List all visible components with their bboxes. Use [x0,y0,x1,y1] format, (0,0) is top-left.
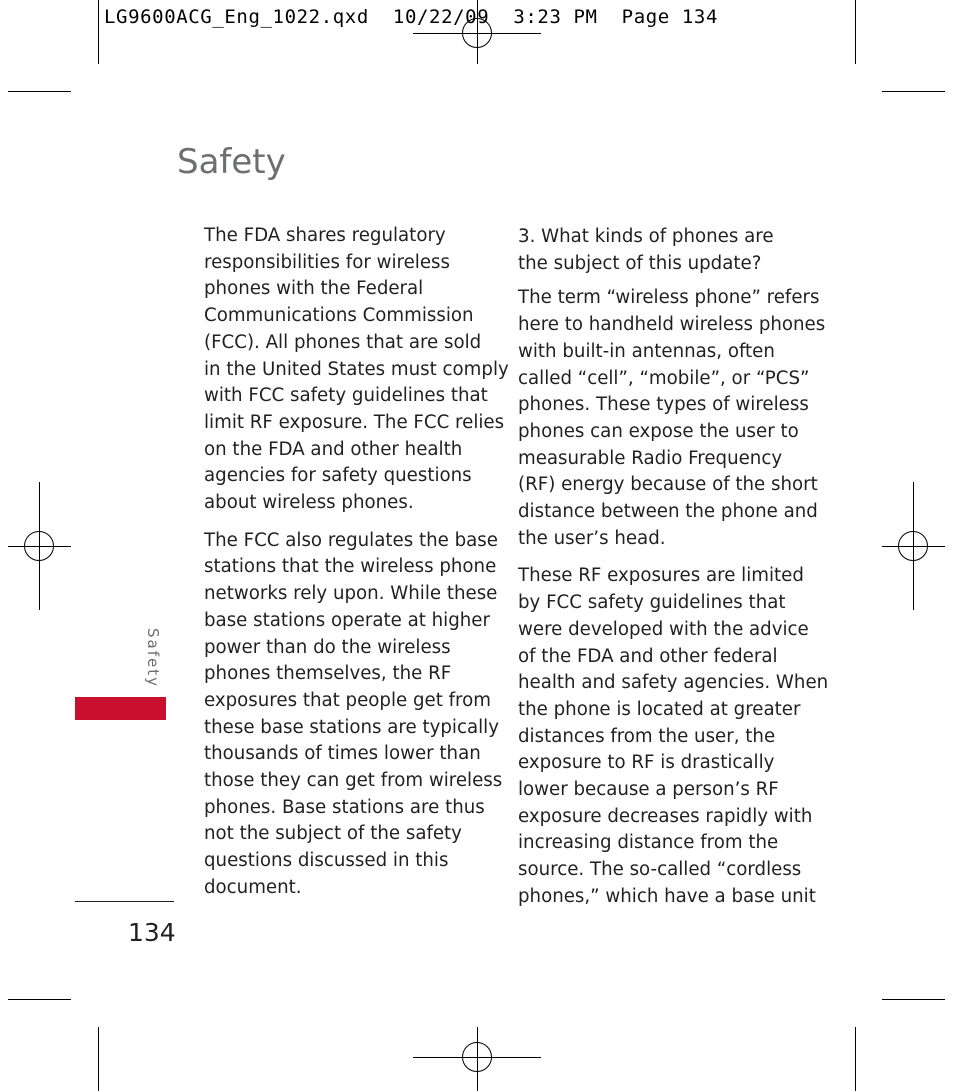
text-line: These RF exposures are limited [518,565,804,587]
crop-mark-top-right-vertical [855,0,856,64]
text-line: distance between the phone and [518,501,818,523]
text-line: exposure to RF is drastically [518,752,775,774]
text-line: the phone is located at greater [518,698,801,720]
section-tab-marker [75,697,166,720]
print-slug-line: LG9600ACG_Eng_1022.qxd 10/22/09 3:23 PM Page 134 [104,6,718,28]
crop-mark-bottom-left-vertical [98,1027,99,1091]
text-line: phones can expose the user to [518,420,799,442]
text-line: The term “wireless phone” refers [518,287,820,309]
text-line: The FDA shares regulatory [204,225,446,246]
heading-line: 3. What kinds of phones are [518,226,774,247]
text-line: measurable Radio Frequency [518,447,783,469]
text-line: agencies for safety questions [204,465,472,487]
text-line: the user’s head. [518,527,666,549]
text-line: phones. Base stations are thus [204,796,485,818]
text-line: distances from the user, the [518,725,776,747]
left-column [204,223,509,913]
text-line: health and safety agencies. When [518,672,829,694]
text-line: networks rely upon. While these [204,583,498,605]
page-title: Safety [177,142,286,182]
crop-mark-bottom-right-horizontal [882,999,945,1000]
text-line: The FCC also regulates the base [204,529,498,551]
text-line: with built-in antennas, often [518,340,775,362]
page-number: 134 [128,918,176,947]
crop-mark-top-right-horizontal [882,91,945,92]
text-line: phones themselves, the RF [204,663,452,685]
crop-mark-top-left-horizontal [8,91,71,92]
text-line: on the FDA and other health [204,438,463,460]
crop-mark-bottom-left-horizontal [8,999,71,1000]
text-line: about wireless phones. [204,492,414,514]
text-line: exposures that people get from [204,689,491,711]
text-line: increasing distance from the [518,832,779,854]
paragraph [518,563,829,910]
text-line: exposure decreases rapidly with [518,805,813,827]
text-line: questions discussed in this [204,850,449,872]
text-line: phones,” which have a base unit [518,885,816,907]
text-line: in the United States must comply [204,358,509,380]
text-line: source. The so-called “cordless [518,859,802,881]
text-line: phones. These types of wireless [518,394,809,416]
text-line: (RF) energy because of the short [518,474,818,496]
crop-mark-bottom-right-vertical [855,1027,856,1091]
text-line: called “cell”, “mobile”, or “PCS” [518,367,810,389]
text-line: base stations operate at higher [204,609,490,631]
text-line: stations that the wireless phone [204,556,497,578]
crop-mark-top-left-vertical [98,0,99,64]
question-heading [518,224,800,277]
text-line: phones with the Federal [204,278,424,300]
text-line: those they can get from wireless [204,770,503,792]
text-line: thousands of times lower than [204,743,481,765]
section-tab-label: Safety [144,628,162,688]
text-line: by FCC safety guidelines that [518,592,786,614]
text-line: of the FDA and other federal [518,645,778,667]
text-line: document. [204,876,302,898]
paragraph [204,223,509,517]
text-line: responsibilities for wireless [204,251,450,273]
text-line: power than do the wireless [204,636,451,658]
heading-line: the subject of this update? [518,252,762,274]
text-line: here to handheld wireless phones [518,314,826,336]
text-line: Communications Commission [204,305,474,327]
text-line: with FCC safety guidelines that [204,385,488,407]
right-column [518,224,829,922]
text-line: were developed with the advice [518,618,809,640]
text-line: these base stations are typically [204,716,499,738]
text-line: limit RF exposure. The FCC relies [204,411,505,433]
text-line: lower because a person’s RF [518,779,779,801]
text-line: (FCC). All phones that are sold [204,331,482,353]
footer-rule [75,901,174,902]
text-line: not the subject of the safety [204,823,462,845]
paragraph [204,528,503,902]
paragraph [518,285,826,552]
